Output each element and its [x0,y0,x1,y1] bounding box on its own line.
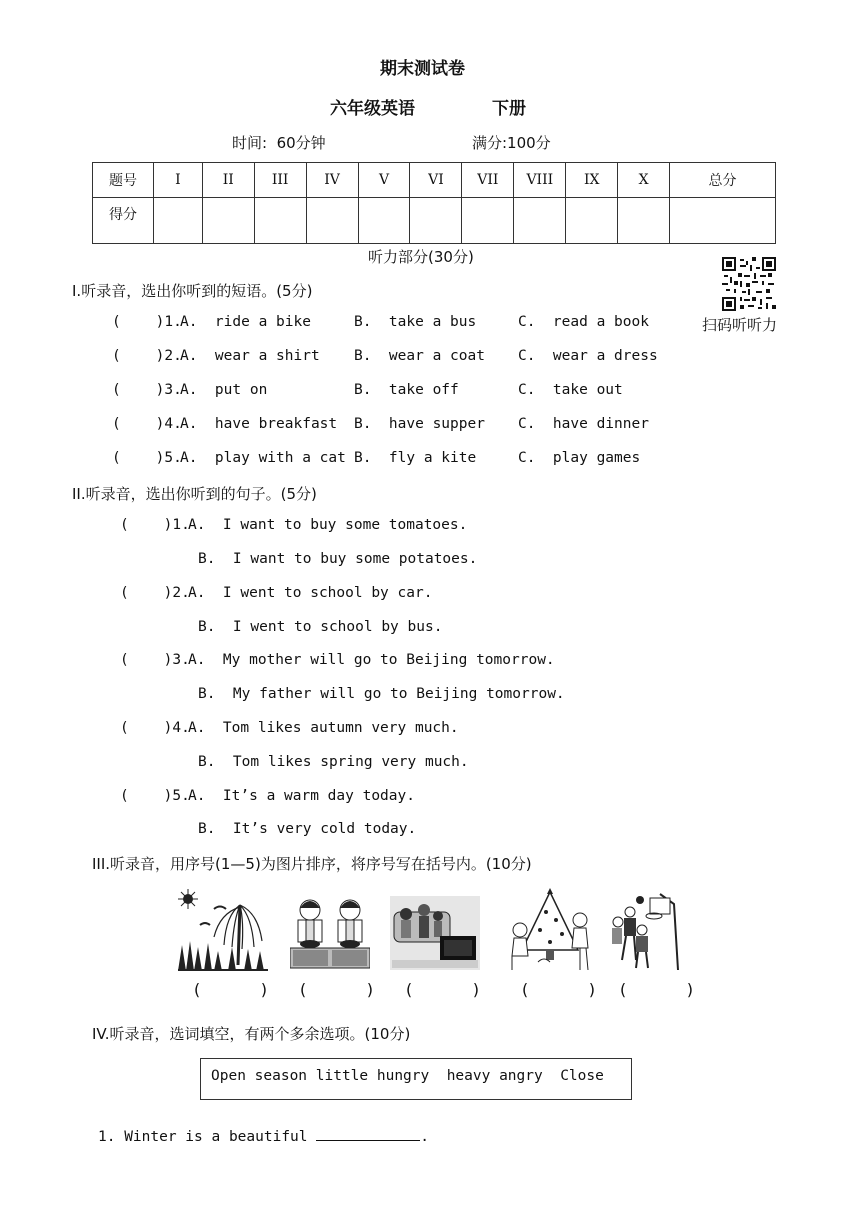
p1-q5-option-a: A. play with a cat [180,450,346,466]
header-cell-4: IV [306,163,358,198]
p2-q1-option-b: B. I want to buy some potatoes. [198,551,478,567]
p1-q4-num[interactable]: ( )4. [112,416,182,432]
p3-answer-4[interactable]: ( ) [520,980,598,999]
score-cell[interactable] [462,198,514,244]
p2-q3-option-a: A. My mother will go to Beijing tomorrow. [188,652,555,668]
score-cell-total[interactable] [670,198,776,244]
p3-answer-5[interactable]: ( ) [618,980,696,999]
part2-title: II.听录音，选出你听到的句子。(5分) [72,485,317,503]
p2-q5-option-a: A. It’s a warm day today. [188,788,415,804]
p4-q1-text: 1. Winter is a beautiful [98,1129,317,1145]
score-cell[interactable] [306,198,358,244]
header-cell-5: V [358,163,410,198]
header-cell-2: II [202,163,254,198]
p1-q5-option-c: C. play games [518,450,641,466]
part4-title: IV.听录音，选词填空，有两个多余选项。(10分) [92,1025,411,1043]
p2-q1-num[interactable]: ( )1. [120,517,190,533]
p4-q1-end: . [420,1129,429,1145]
p1-q2-option-c: C. wear a dress [518,348,658,364]
p1-q5-num[interactable]: ( )5. [112,450,182,466]
p3-answer-1[interactable]: ( ) [192,980,270,999]
p3-answer-2[interactable]: ( ) [298,980,376,999]
p1-q4-option-a: A. have breakfast [180,416,338,432]
christmas-tree-icon [508,886,594,974]
p1-q4-option-c: C. have dinner [518,416,649,432]
p4-q1 [98,1126,429,1145]
full-score-label: 满分:100分 [472,134,551,152]
header-cell-3: III [254,163,306,198]
score-row-label: 得分 [93,198,154,244]
part1-title: I.听录音，选出你听到的短语。(5分) [72,282,313,300]
p1-q2-num[interactable]: ( )2. [112,348,182,364]
listening-section-header: 听力部分(30分) [368,248,474,266]
header-cell-6: VI [410,163,462,198]
qr-code-icon[interactable] [722,257,776,311]
score-table [92,162,776,244]
score-cell[interactable] [358,198,410,244]
header-cell-9: IX [566,163,618,198]
score-cell[interactable] [514,198,566,244]
p4-q1-blank[interactable] [316,1126,420,1141]
score-cell[interactable] [153,198,202,244]
eating-boys-icon [290,896,370,970]
p1-q1-option-c: C. read a book [518,314,649,330]
part3-title: III.听录音，用序号(1—5)为图片排序，将序号写在括号内。(10分) [92,855,532,873]
p2-q2-option-a: A. I went to school by car. [188,585,433,601]
grade-label: 六年级英语 [330,99,415,119]
p1-q3-option-b: B. take off [354,382,459,398]
word-box [200,1058,632,1100]
p1-q3-option-a: A. put on [180,382,268,398]
p2-q3-option-b: B. My father will go to Beijing tomorrow. [198,686,565,702]
header-cell-7: VII [462,163,514,198]
p2-q5-num[interactable]: ( )5. [120,788,190,804]
time-label: 时间: 60分钟 [232,134,326,152]
family-tv-icon [390,896,480,970]
volume-label: 下册 [492,99,526,119]
header-cell-label: 题号 [93,163,154,198]
word-box-text: Open season little hungry heavy angry Close [211,1068,604,1084]
p1-q2-option-a: A. wear a shirt [180,348,320,364]
p2-q2-option-b: B. I went to school by bus. [198,619,443,635]
p3-answer-3[interactable]: ( ) [404,980,482,999]
p2-q2-num[interactable]: ( )2. [120,585,190,601]
p1-q3-num[interactable]: ( )3. [112,382,182,398]
spring-scene-icon [178,885,268,971]
score-cell[interactable] [410,198,462,244]
p1-q1-num[interactable]: ( )1. [112,314,182,330]
score-cell[interactable] [618,198,670,244]
p1-q3-option-c: C. take out [518,382,623,398]
qr-label: 扫码听听力 [702,316,778,334]
p2-q4-option-a: A. Tom likes autumn very much. [188,720,459,736]
p2-q5-option-b: B. It’s very cold today. [198,821,417,837]
header-cell-8: VIII [514,163,566,198]
score-cell[interactable] [566,198,618,244]
score-cell[interactable] [202,198,254,244]
header-cell-10: X [618,163,670,198]
p1-q2-option-b: B. wear a coat [354,348,485,364]
p2-q1-option-a: A. I want to buy some tomatoes. [188,517,468,533]
basketball-icon [610,890,684,974]
score-cell[interactable] [254,198,306,244]
header-cell-total: 总分 [670,163,776,198]
p1-q4-option-b: B. have supper [354,416,485,432]
p2-q4-option-b: B. Tom likes spring very much. [198,754,469,770]
p1-q1-option-a: A. ride a bike [180,314,311,330]
page-title: 期末测试卷 [380,59,465,79]
header-cell-1: I [153,163,202,198]
p1-q5-option-b: B. fly a kite [354,450,477,466]
p2-q4-num[interactable]: ( )4. [120,720,190,736]
p2-q3-num[interactable]: ( )3. [120,652,190,668]
p1-q1-option-b: B. take a bus [354,314,477,330]
